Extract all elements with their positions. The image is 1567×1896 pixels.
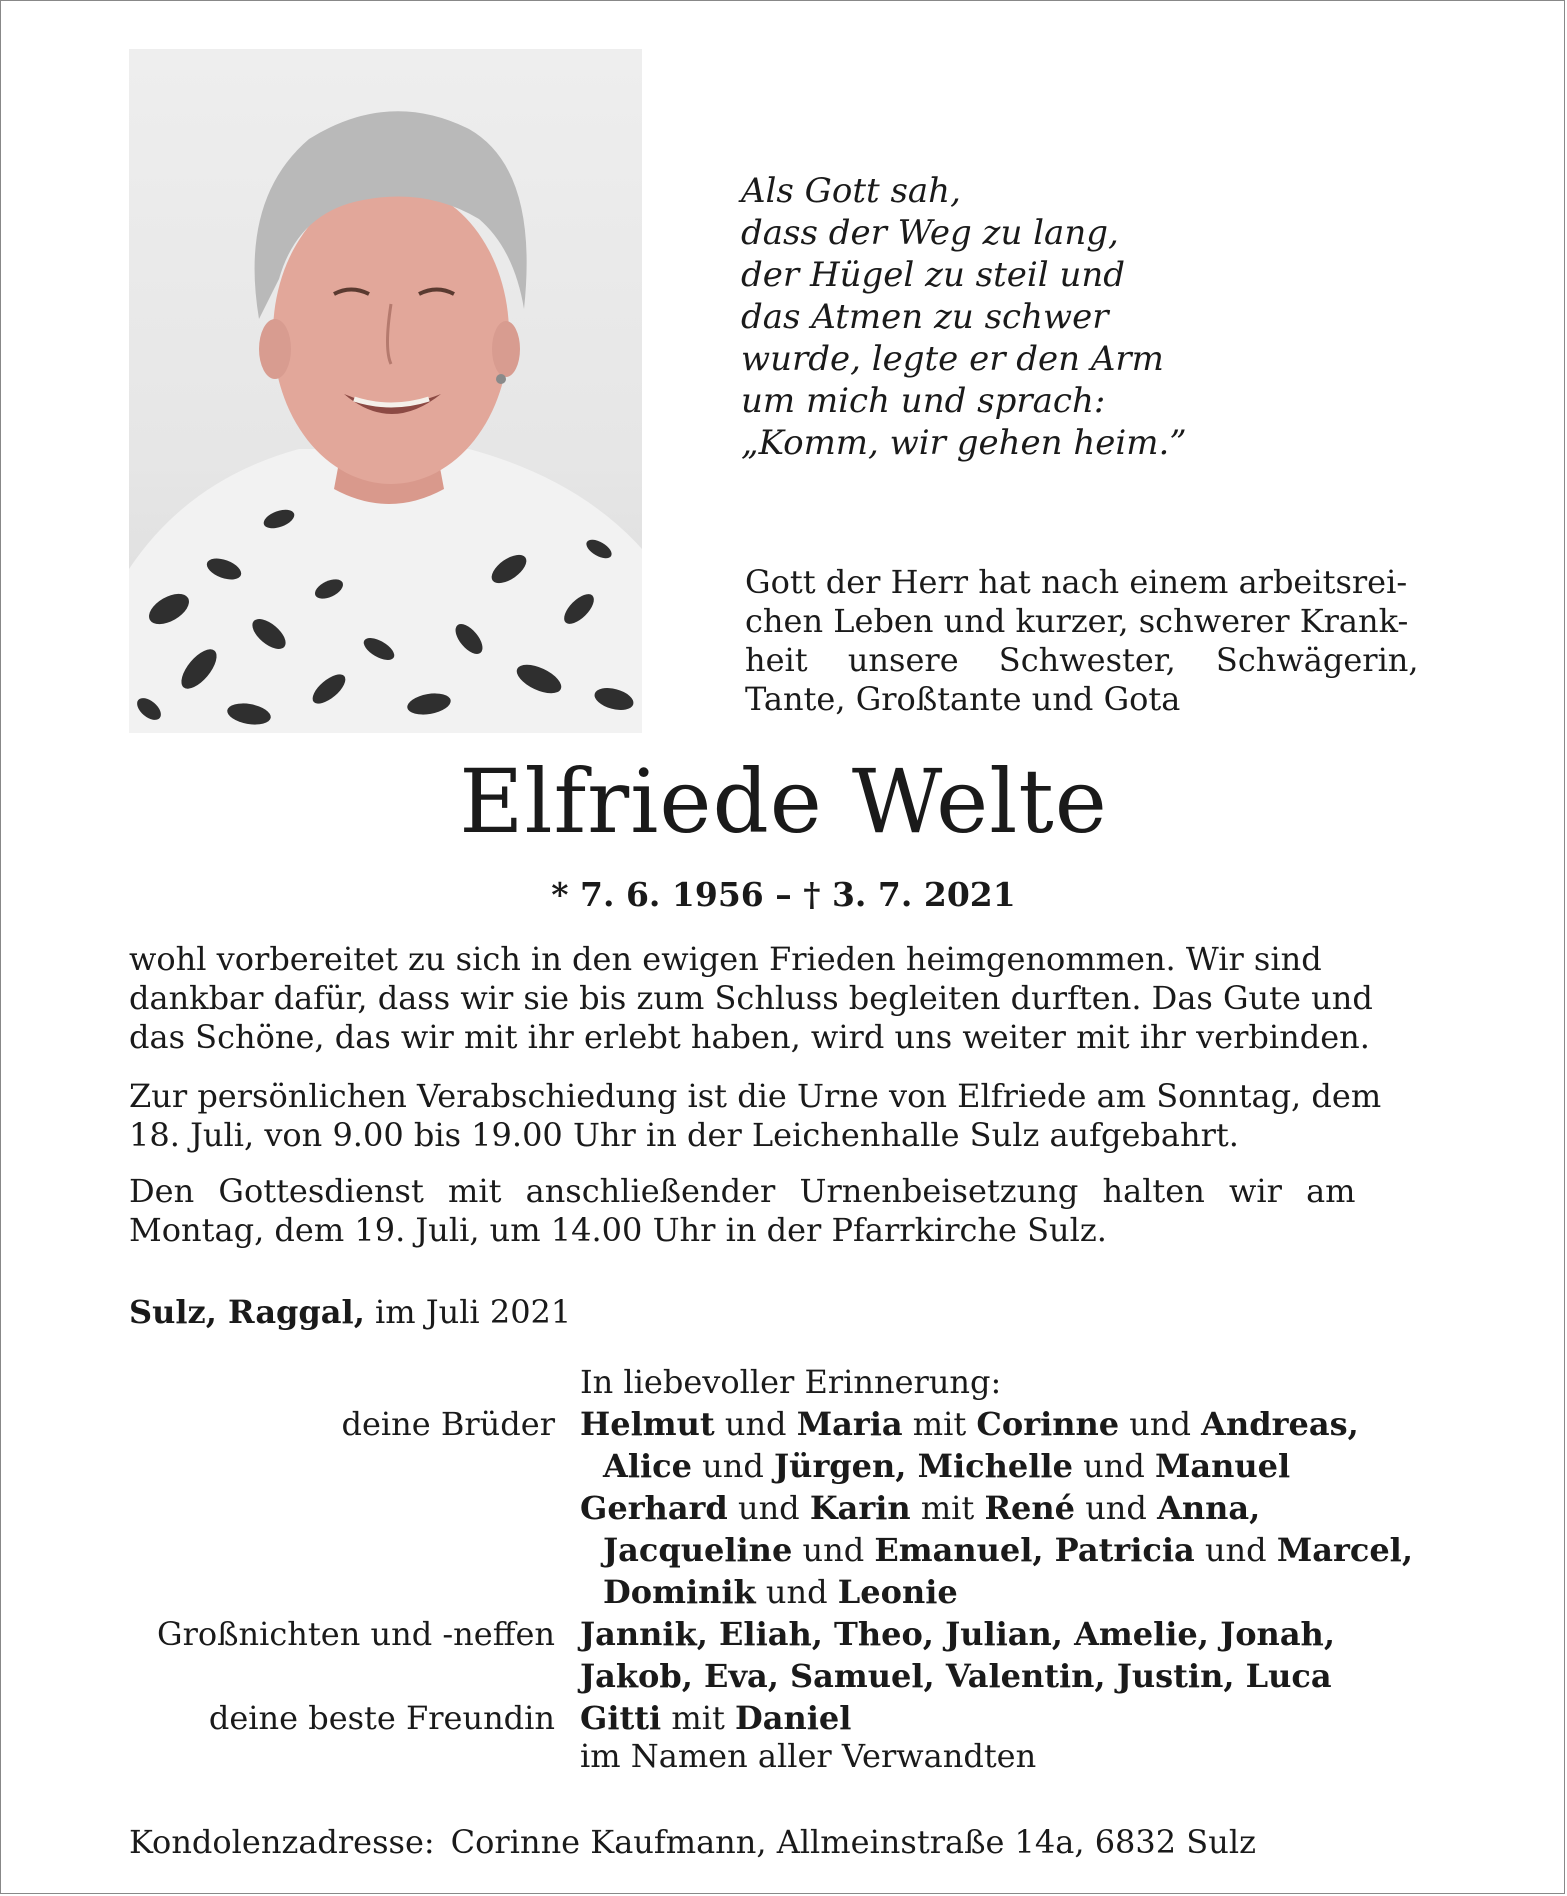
condolence-address	[129, 1822, 1256, 1862]
address-value: Corinne Kaufmann, Allmeinstraße 14a, 6832 Sulz	[450, 1823, 1256, 1861]
family-line	[603, 1529, 1413, 1571]
family-name: Jacqueline	[603, 1531, 793, 1569]
poem-line: dass der Weg zu lang,	[741, 213, 1119, 253]
family-name: Jakob, Eva, Samuel, Valentin, Justin, Luca	[580, 1657, 1332, 1695]
family-joiner: und	[1075, 1489, 1158, 1527]
family-joiner: und	[792, 1531, 875, 1569]
paragraph-line: wohl vorbereitet zu sich in den ewigen Frieden heimgenommen. Wir sind	[129, 940, 1322, 978]
family-joiner: und	[691, 1447, 775, 1485]
portrait-photo	[129, 49, 642, 733]
family-joiner: und	[755, 1573, 838, 1611]
family-line	[603, 1571, 958, 1613]
life-dates: * 7. 6. 1956 – † 3. 7. 2021	[551, 875, 1016, 914]
paragraph-line: dankbar dafür, dass wir sie bis zum Schluss begleiten durften. Das Gute und	[129, 979, 1373, 1017]
intro-line: Tante, Großtante und Gota	[745, 680, 1181, 718]
family-joiner: und	[1194, 1531, 1277, 1569]
closing-line: im Namen aller Verwandten	[580, 1737, 1037, 1775]
place-and-date	[129, 1292, 571, 1332]
place-date: im Juli 2021	[364, 1293, 572, 1331]
family-name: Emanuel, Patricia	[874, 1531, 1195, 1569]
family-name: René	[984, 1489, 1076, 1527]
family-joiner: mit	[902, 1405, 977, 1443]
family-joiner: mit	[661, 1699, 735, 1737]
family-name: Karin	[809, 1489, 911, 1527]
family-name: Andreas,	[1201, 1405, 1359, 1443]
family-name: Gitti	[580, 1699, 662, 1737]
poem-line: „Komm, wir gehen heim.”	[741, 423, 1187, 463]
family-name: Leonie	[837, 1573, 958, 1611]
paragraph-service	[129, 1172, 1437, 1250]
portrait-illustration	[129, 49, 642, 733]
family-name: Daniel	[734, 1699, 852, 1737]
family-line	[603, 1445, 1290, 1487]
family-name: Manuel	[1154, 1447, 1291, 1485]
family-name: Maria	[796, 1405, 903, 1443]
family-name: Gerhard	[580, 1489, 728, 1527]
family-name: Jannik, Eliah, Theo, Julian, Amelie, Jonah,	[580, 1615, 1335, 1653]
role-best-friend: deine beste Freundin	[208, 1699, 555, 1737]
role-brothers: deine Brüder	[341, 1405, 555, 1443]
family-joiner: und	[714, 1405, 797, 1443]
family-name: Corinne	[976, 1405, 1120, 1443]
family-joiner: und	[1072, 1447, 1155, 1485]
intro-line: Gott der Herr hat nach einem arbeitsrei-	[745, 563, 1408, 601]
family-name: Marcel,	[1276, 1531, 1413, 1569]
place-names: Sulz, Raggal,	[129, 1293, 365, 1331]
paragraph-line: Zur persönlichen Verabschiedung ist die Urne von Elfriede am Sonntag, dem	[129, 1077, 1382, 1115]
paragraph-line: Den Gottesdienst mit anschließender Urnenbeisetzung halten wir am	[129, 1172, 1356, 1210]
poem-line: der Hügel zu steil und	[741, 255, 1126, 295]
family-name: Alice	[603, 1447, 692, 1485]
family-joiner: mit	[910, 1489, 985, 1527]
intro-paragraph	[745, 563, 1437, 719]
paragraph-line: das Schöne, das wir mit ihr erlebt haben, wird uns weiter mit ihr verbinden.	[129, 1018, 1370, 1056]
family-joiner: und	[727, 1489, 810, 1527]
role-grand-nieces-nephews: Großnichten und -neffen	[157, 1615, 555, 1653]
family-line	[580, 1613, 1335, 1655]
family-name: Jürgen, Michelle	[774, 1447, 1073, 1485]
memory-label: In liebevoller Erinnerung:	[580, 1363, 1002, 1401]
address-label: Kondolenzadresse:	[129, 1823, 435, 1861]
poem-line: das Atmen zu schwer	[741, 297, 1109, 337]
poem	[741, 170, 1301, 464]
family-name: Helmut	[580, 1405, 715, 1443]
intro-line: heit unsere Schwester, Schwägerin,	[745, 641, 1419, 679]
poem-line: wurde, legte er den Arm	[741, 339, 1164, 379]
family-name: Dominik	[603, 1573, 756, 1611]
family-line	[580, 1655, 1332, 1697]
family-line	[580, 1403, 1359, 1445]
paragraph-line: 18. Juli, von 9.00 bis 19.00 Uhr in der Leichenhalle Sulz aufgebahrt.	[129, 1116, 1239, 1154]
paragraph-line: Montag, dem 19. Juli, um 14.00 Uhr in der Pfarrkirche Sulz.	[129, 1211, 1107, 1249]
deceased-name: Elfriede Welte	[459, 750, 1108, 853]
family-line	[580, 1487, 1260, 1529]
family-joiner: und	[1119, 1405, 1202, 1443]
family-line	[580, 1697, 851, 1739]
family-name: Anna,	[1157, 1489, 1261, 1527]
paragraph-farewell	[129, 940, 1437, 1057]
poem-line: um mich und sprach:	[741, 381, 1106, 421]
poem-line: Als Gott sah,	[741, 171, 961, 211]
paragraph-viewing	[129, 1077, 1437, 1155]
intro-line: chen Leben und kurzer, schwerer Krank-	[745, 602, 1409, 640]
